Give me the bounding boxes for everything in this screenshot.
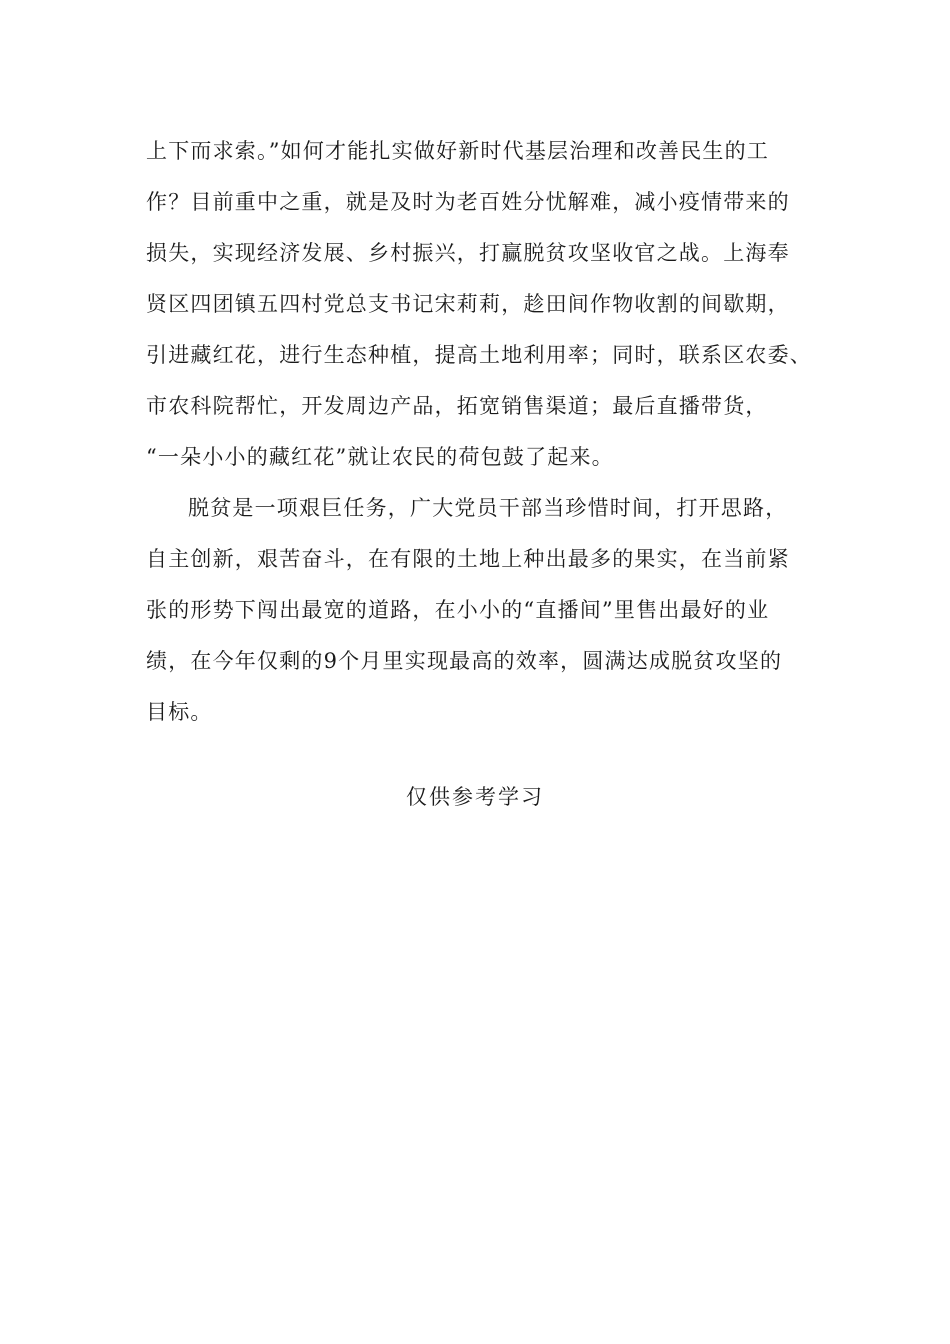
paragraph-line: 作？目前重中之重，就是及时为老百姓分忧解难，减小疫情带来的 <box>146 190 790 214</box>
paragraph-line: “一朵小小的藏红花”就让农民的荷包鼓了起来。 <box>146 445 614 469</box>
paragraph-line: 损失，实现经济发展、乡村振兴，打赢脱贫攻坚收官之战。上海奉 <box>146 241 790 265</box>
paragraph-line: 目标。 <box>146 700 213 724</box>
paragraph-line: 引进藏红花，进行生态种植，提高土地利用率；同时，联系区农委、 <box>146 343 812 367</box>
paragraph-line: 市农科院帮忙，开发周边产品，拓宽销售渠道；最后直播带货， <box>146 394 768 418</box>
footer-note: 仅供参考学习 <box>406 785 544 809</box>
paragraph-line: 上下而求索。”如何才能扎实做好新时代基层治理和改善民生的工 <box>146 139 770 163</box>
paragraph-line: 张的形势下闯出最宽的道路，在小小的“直播间”里售出最好的业 <box>146 598 770 622</box>
paragraph-line: 贤区四团镇五四村党总支书记宋莉莉，趁田间作物收割的间歇期， <box>146 292 790 316</box>
paragraph-line: 绩，在今年仅剩的9个月里实现最高的效率，圆满达成脱贫攻坚的 <box>146 649 783 673</box>
document-body <box>146 126 812 738</box>
paragraph-line-indented: 脱贫是一项艰巨任务，广大党员干部当珍惜时间，打开思路， <box>188 496 788 520</box>
paragraph-line: 自主创新，艰苦奋斗，在有限的土地上种出最多的果实，在当前紧 <box>146 547 790 571</box>
